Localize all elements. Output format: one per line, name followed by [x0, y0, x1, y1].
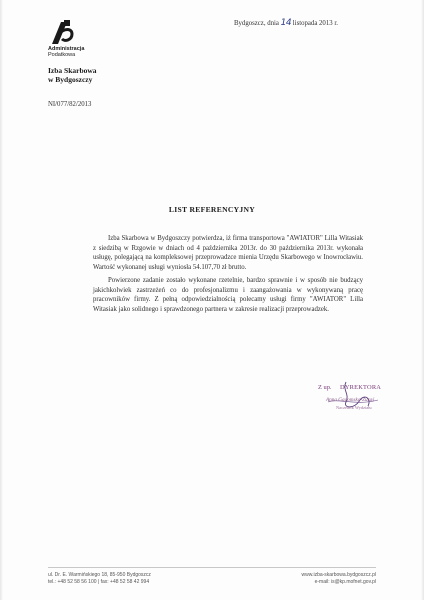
letter-title: LIST REFERENCYJNY: [168, 205, 256, 214]
org-line-1: Izba Skarbowa: [48, 66, 97, 75]
letter-date: [234, 18, 338, 28]
logo-line-1: Administracja: [48, 46, 85, 52]
org-line-2: w Bydgoszczy: [48, 75, 93, 84]
reference-number: NI/077/82/2013: [48, 101, 92, 108]
footer-divider: [48, 567, 376, 568]
date-prefix: Bydgoszcz, dnia: [234, 20, 279, 27]
signature-role: Naczelnik Wydziału: [336, 405, 372, 410]
paragraph-1: Izba Skarbowa w Bydgoszczy potwierdza, iż firma transportowa "AWIATOR" Lilla Witasiak z siedzibą w Rzgowie w dniach od 4 października 2013r. do 30 października 2013r. wykonała usługę, polegającą na kompleksowej przeprowadzce mienia Urzędu Skarbowego w Inowrocławiu. Wartość wykonanej usługi wyniosła 54.107,70 zł brutto.: [93, 235, 363, 272]
footer-online: [302, 572, 376, 585]
letter-body: [93, 234, 363, 318]
date-day: 14: [280, 18, 292, 28]
date-suffix: listopada 2013 r.: [292, 20, 338, 27]
signature-prefix: Z up.: [318, 384, 332, 391]
paragraph-2: Powierzone zadanie zostało wykonane rzetelnie, bardzo sprawnie i w sposób nie budzący jakichkolwiek zastrzeżeń co do profesjonalizmu i zaangażowania w wykonywaną pracę pracowników firmy. Z pełną odpowiedzialnością polecamy usługi firmy "AWIATOR" Lilla Witasiak jako solidnego i sprawdzonego partnera w zakresie realizacji przeprowadzek.: [93, 276, 363, 313]
signature-title: DYREKTORA: [340, 384, 382, 391]
ministry-emblem-icon: [46, 18, 76, 48]
signature-name: Anna Gadomska-Żuraś: [326, 397, 375, 403]
footer-website: www.izba-skarbowa.bydgoszcz.pl: [301, 572, 376, 578]
page-edge-left: [0, 0, 3, 600]
footer-phone: tel.: +48 52 58 56 100 | fax: +48 52 58 42 994: [48, 578, 150, 585]
logo-text: [48, 46, 84, 58]
footer-contact: [48, 572, 151, 585]
signature-stamp: [316, 380, 388, 428]
footer-email: e-mail: is@kp.mofnet.gov.pl: [314, 578, 376, 585]
logo-line-2: Podatkowa: [48, 52, 76, 58]
organization-name: [48, 66, 97, 84]
footer-address: ul. Dr. E. Warmińskiego 18, 85-950 Bydgoszcz: [48, 572, 151, 578]
